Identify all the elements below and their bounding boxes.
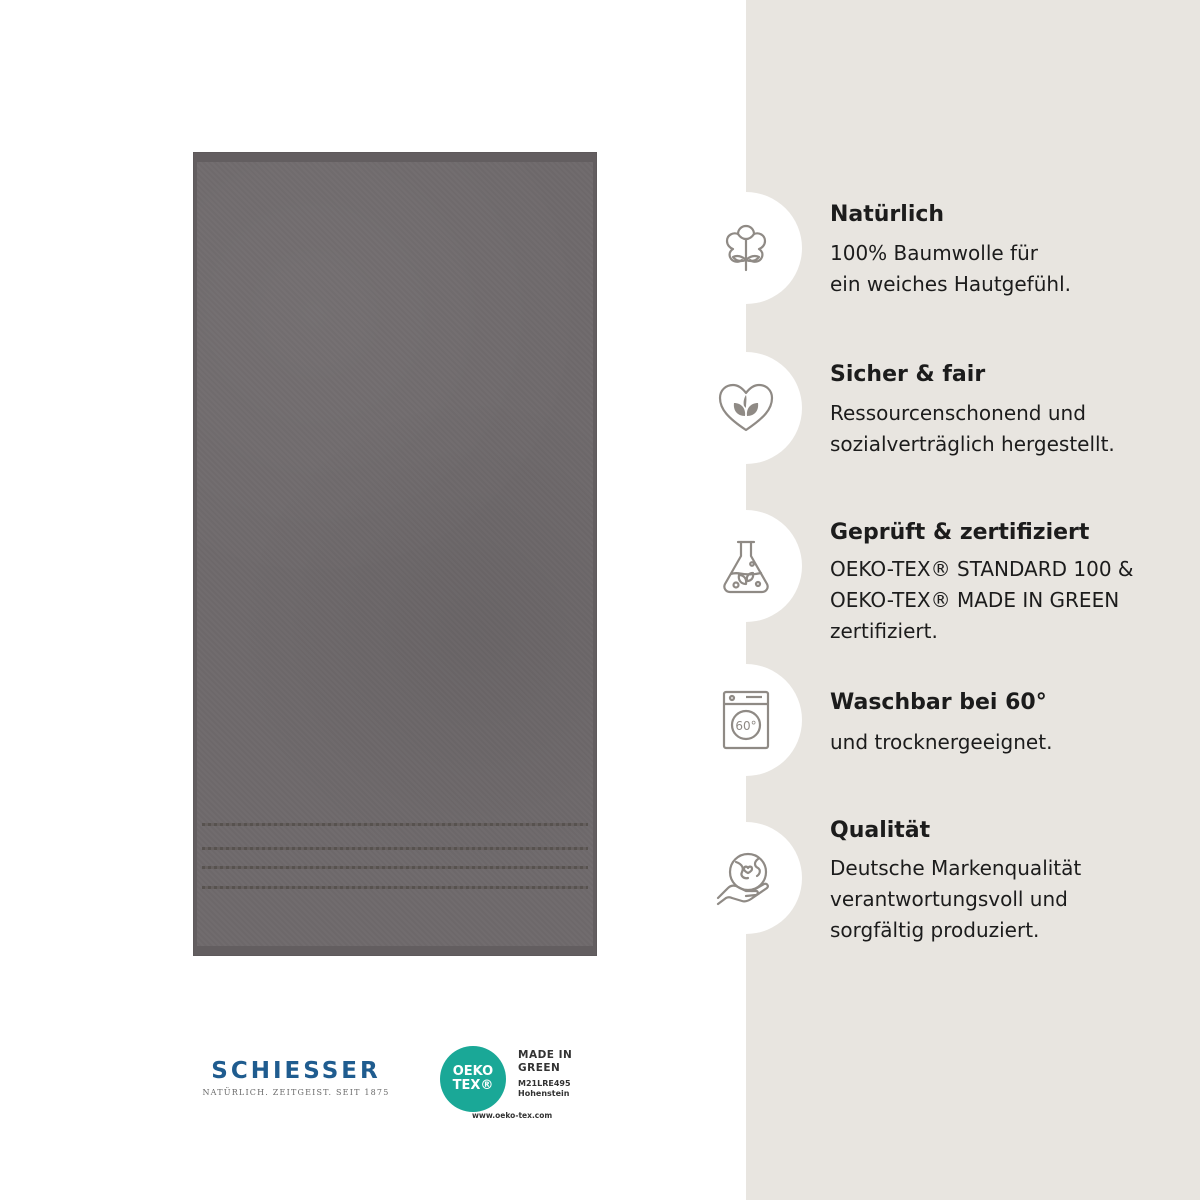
feature-icon-circle (690, 192, 802, 304)
oeko-tex-badge: OEKO TEX® (440, 1046, 506, 1112)
oeko-tex-label (440, 1040, 590, 1130)
feature-description: 100% Baumwolle für ein weiches Hautgefühl. (830, 241, 1071, 296)
heart-leaves-icon (714, 376, 778, 440)
wash-temperature-label: 60° (735, 719, 757, 733)
certificate-institute: Hohenstein (518, 1089, 570, 1098)
washing-machine-icon (714, 688, 778, 752)
brand-tagline: NATÜRLICH. ZEITGEIST. SEIT 1875 (202, 1088, 390, 1097)
certificate-code: M21LRE495 (518, 1079, 571, 1088)
feature-icon-circle (690, 352, 802, 464)
feature-icon-circle (690, 510, 802, 622)
hand-globe-heart-icon (714, 846, 778, 910)
feature-description: OEKO-TEX® STANDARD 100 & OEKO-TEX® MADE IN GREEN zertifiziert. (830, 557, 1134, 643)
feature-icon-circle (690, 664, 802, 776)
cotton-flower-icon (714, 216, 778, 280)
feature-description: Deutsche Markenqualität verantwortungsvoll und sorgfältig produziert. (830, 856, 1082, 942)
towel-product-image (193, 152, 597, 956)
feature-icon-circle (690, 822, 802, 934)
schiesser-logo (198, 1058, 394, 1097)
made-in-green-text: MADE IN GREEN M21LRE495 Hohenstein (518, 1049, 588, 1099)
feature-title: Sicher & fair (830, 362, 986, 387)
flask-leaf-icon (714, 534, 778, 598)
feature-title: Natürlich (830, 202, 945, 227)
oeko-tex-url: www.oeko-tex.com (472, 1111, 553, 1120)
feature-description: Ressourcenschonend und sozialverträglich hergestellt. (830, 401, 1115, 456)
feature-title: Waschbar bei 60° (830, 690, 1047, 715)
feature-title: Qualität (830, 818, 931, 843)
feature-title: Geprüft & zertifiziert (830, 520, 1090, 545)
feature-description: und trocknergeeignet. (830, 730, 1053, 754)
brand-name: SCHIESSER (211, 1058, 381, 1084)
